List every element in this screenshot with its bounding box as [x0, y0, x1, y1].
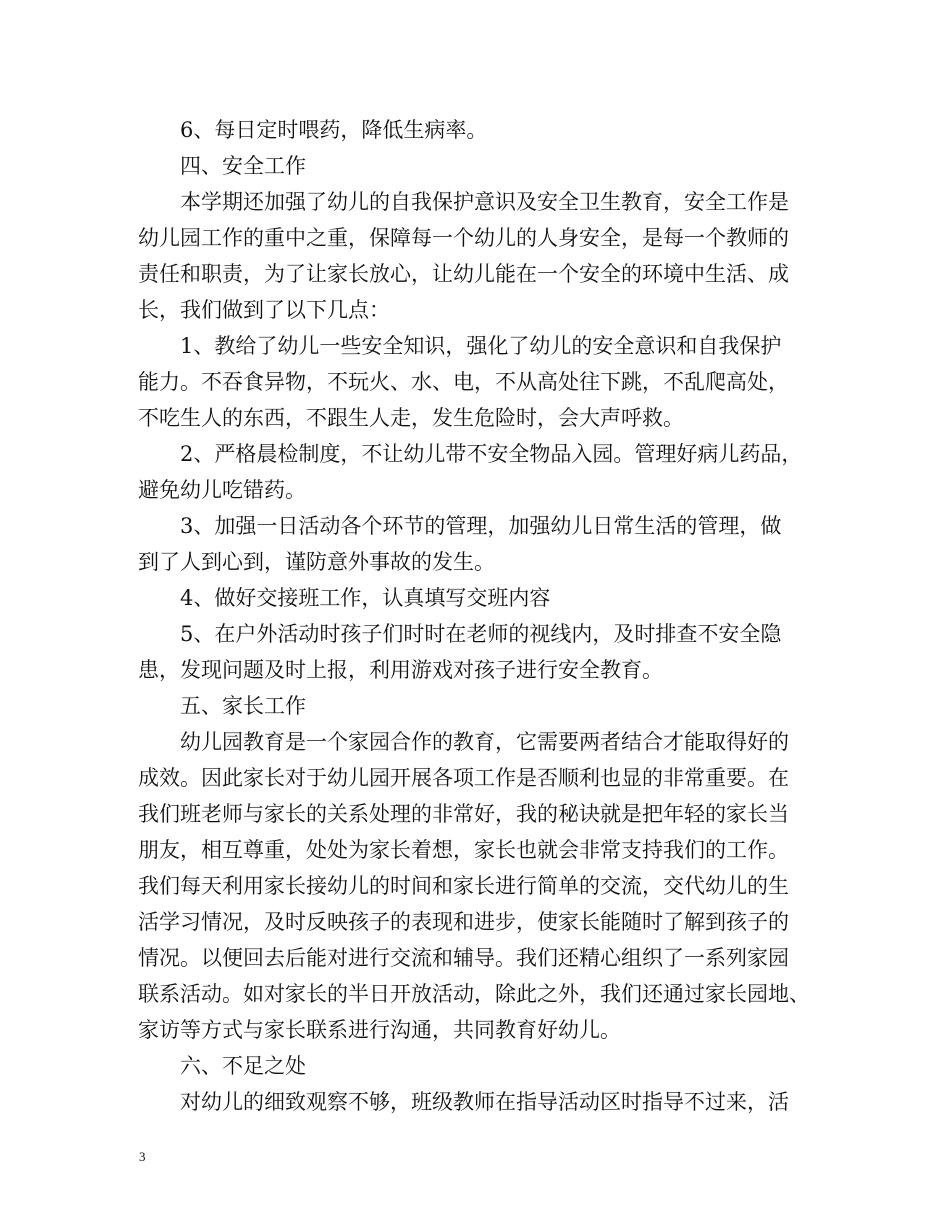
- text-line: 能力。不吞食异物，不玩火、水、电，不从高处往下跳，不乱爬高处，: [138, 370, 789, 394]
- text-line: 4、做好交接班工作，认真填写交班内容: [180, 586, 551, 610]
- text-line: 到了人到心到，谨防意外事故的发生。: [138, 550, 495, 574]
- text-line: 1、教给了幼儿一些安全知识，强化了幼儿的安全意识和自我保护: [180, 334, 782, 358]
- text-line: 我们班老师与家长的关系处理的非常好，我的秘诀就是把年轻的家长当: [138, 802, 789, 826]
- page-number: 3: [139, 1149, 146, 1164]
- text-line: 避免幼儿吃错药。: [138, 478, 306, 502]
- text-line: 责任和职责，为了让家长放心，让幼儿能在一个安全的环境中生活、成: [138, 262, 789, 286]
- text-line: 朋友，相互尊重，处处为家长着想，家长也就会非常支持我们的工作。: [138, 838, 789, 862]
- text-line: 五、家长工作: [180, 694, 306, 718]
- text-line: 活学习情况，及时反映孩子的表现和进步，使家长能随时了解到孩子的: [138, 910, 789, 934]
- text-line: 本学期还加强了幼儿的自我保护意识及安全卫生教育，安全工作是: [180, 190, 789, 214]
- text-line: 患，发现问题及时上报，利用游戏对孩子进行安全教育。: [138, 658, 663, 682]
- text-line: 幼儿园工作的重中之重，保障每一个幼儿的人身安全，是每一个教师的: [138, 226, 789, 250]
- text-line: 成效。因此家长对于幼儿园开展各项工作是否顺利也显的非常重要。在: [138, 766, 789, 790]
- text-line: 六、不足之处: [180, 1054, 306, 1078]
- text-line: 情况。以便回去后能对进行交流和辅导。我们还精心组织了一系列家园: [138, 946, 789, 970]
- text-line: 3、加强一日活动各个环节的管理，加强幼儿日常生活的管理，做: [180, 514, 782, 538]
- text-line: 长，我们做到了以下几点：: [138, 298, 390, 322]
- text-line: 6、每日定时喂药，降低生病率。: [180, 118, 488, 142]
- text-line: 四、安全工作: [180, 154, 306, 178]
- text-line: 幼儿园教育是一个家园合作的教育，它需要两者结合才能取得好的: [180, 730, 789, 754]
- text-line: 对幼儿的细致观察不够，班级教师在指导活动区时指导不过来，活: [180, 1090, 789, 1114]
- text-line: 5、在户外活动时孩子们时时在老师的视线内，及时排查不安全隐: [180, 622, 782, 646]
- text-line: 家访等方式与家长联系进行沟通，共同教育好幼儿。: [138, 1018, 621, 1042]
- text-line: 不吃生人的东西，不跟生人走，发生危险时，会大声呼救。: [138, 406, 684, 430]
- document-body: [138, 112, 828, 1120]
- text-line: 我们每天利用家长接幼儿的时间和家长进行简单的交流，交代幼儿的生: [138, 874, 789, 898]
- text-line: 联系活动。如对家长的半日开放活动，除此之外，我们还通过家长园地、: [138, 982, 810, 1006]
- text-line: 2、严格晨检制度，不让幼儿带不安全物品入园。管理好病儿药品，: [180, 442, 803, 466]
